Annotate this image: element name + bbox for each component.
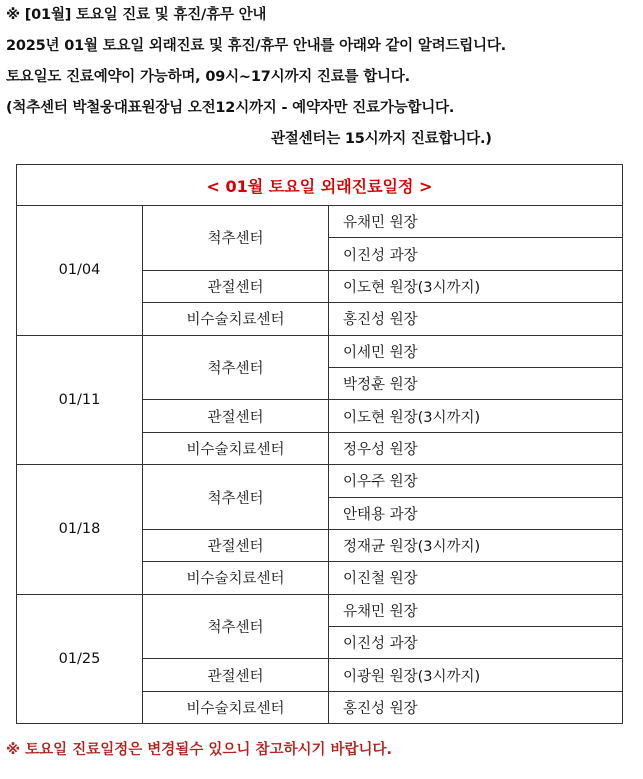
notice-heading: ※ [01월] 토요일 진료 및 휴진/휴무 안내	[6, 7, 267, 23]
footer-note: ※ 토요일 진료일정은 변경될수 있으니 참고하시기 바랍니다.	[6, 742, 393, 758]
schedule-table	[16, 164, 623, 724]
center-cell: 척추센터	[143, 465, 329, 530]
doctor-cell: 홍진성 원장	[329, 303, 623, 335]
center-cell: 척추센터	[143, 206, 329, 271]
notice-line: 관절센터는 15시까지 진료합니다.)	[271, 131, 492, 147]
center-cell: 관절센터	[143, 529, 329, 561]
doctor-cell: 이진철 원장	[329, 562, 623, 594]
center-cell: 척추센터	[143, 335, 329, 400]
table-row	[17, 594, 623, 626]
center-cell: 관절센터	[143, 659, 329, 691]
table-row	[17, 206, 623, 238]
doctor-cell: 이도현 원장(3시까지)	[329, 270, 623, 302]
doctor-cell: 이광원 원장(3시까지)	[329, 659, 623, 691]
doctor-cell: 이진성 과장	[329, 627, 623, 659]
center-cell: 비수술치료센터	[143, 303, 329, 335]
doctor-cell: 이진성 과장	[329, 238, 623, 270]
notice-section	[6, 0, 638, 155]
doctor-cell: 정재균 원장(3시까지)	[329, 529, 623, 561]
center-cell: 척추센터	[143, 594, 329, 659]
doctor-cell: 이도현 원장(3시까지)	[329, 400, 623, 432]
center-cell: 관절센터	[143, 270, 329, 302]
center-cell: 비수술치료센터	[143, 562, 329, 594]
doctor-cell: 정우성 원장	[329, 432, 623, 464]
notice-line: (척추센터 박철웅대표원장님 오전12시까지 - 예약자만 진료가능합니다.	[6, 100, 455, 116]
center-cell: 비수술치료센터	[143, 691, 329, 723]
center-cell: 비수술치료센터	[143, 432, 329, 464]
center-cell: 관절센터	[143, 400, 329, 432]
doctor-cell: 이우주 원장	[329, 465, 623, 497]
date-cell: 01/04	[17, 206, 143, 336]
doctor-cell: 박정훈 원장	[329, 367, 623, 399]
doctor-cell: 유채민 원장	[329, 206, 623, 238]
doctor-cell: 안태용 과장	[329, 497, 623, 529]
date-cell: 01/25	[17, 594, 143, 724]
notice-line: 2025년 01월 토요일 외래진료 및 휴진/휴무 안내를 아래와 같이 알려드립니다.	[6, 38, 506, 54]
schedule-title: < 01월 토요일 외래진료일정 >	[17, 165, 623, 206]
doctor-cell: 홍진성 원장	[329, 691, 623, 723]
table-row	[17, 335, 623, 367]
table-row	[17, 465, 623, 497]
date-cell: 01/11	[17, 335, 143, 465]
doctor-cell: 유채민 원장	[329, 594, 623, 626]
doctor-cell: 이세민 원장	[329, 335, 623, 367]
date-cell: 01/18	[17, 465, 143, 595]
notice-line: 토요일도 진료예약이 가능하며, 09시~17시까지 진료를 합니다.	[6, 69, 410, 85]
